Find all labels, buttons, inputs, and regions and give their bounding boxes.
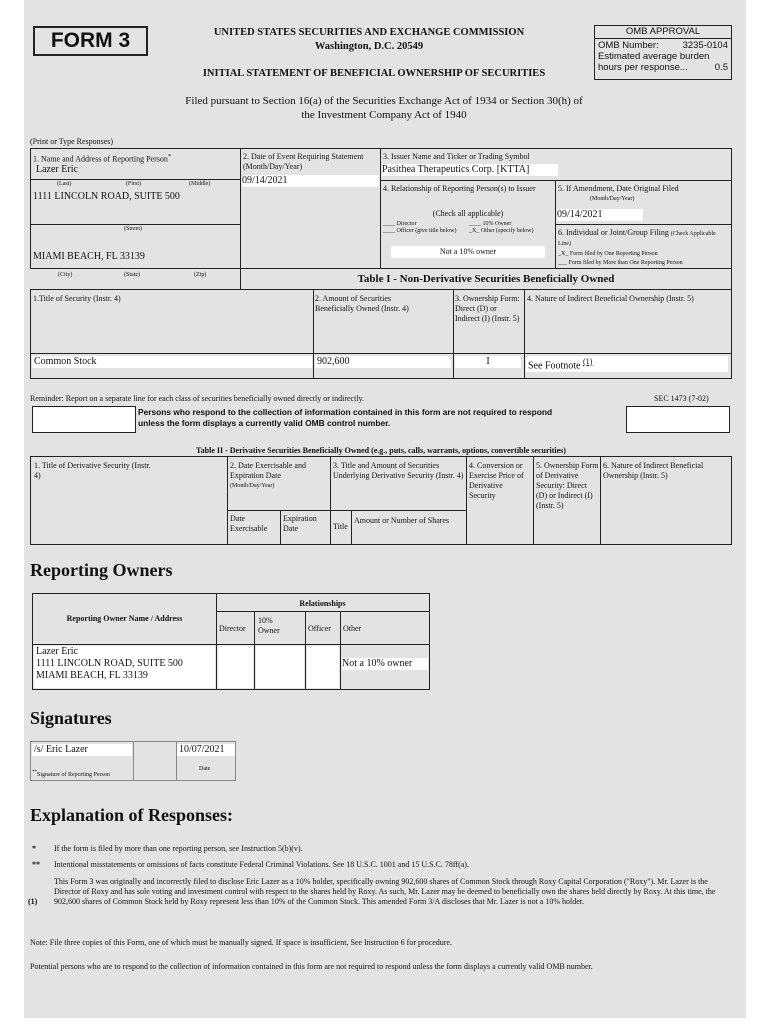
table-1-col-form: 3. Ownership Form: Direct (D) or Indirect (I) (Instr. 5): [455, 294, 520, 323]
table-1-title: Table I - Non-Derivative Securities Beneficially Owned: [357, 273, 615, 285]
officer-label: Officer (give title below): [396, 228, 457, 234]
form-title: FORM 3: [50, 29, 131, 52]
agency-name: UNITED STATES SECURITIES AND EXCHANGE COMMISSION: [213, 27, 525, 38]
reminder-right-box: [626, 406, 730, 433]
event-date: 09/14/2021: [242, 175, 379, 187]
signatures-heading: Signatures: [30, 708, 112, 728]
zip-label: (Zip): [194, 272, 207, 278]
explanation-mark-3: (1): [28, 897, 38, 906]
street-label: (Street): [124, 226, 142, 232]
relationship-box: 4. Relationship of Reporting Person(s) to Issuer (Check all applicable) ____ Director ____ 10% Owner ____ Officer (give title below) _X_ Other (specify below) Not a 10% owner: [380, 180, 556, 269]
table-1: [30, 289, 732, 379]
reporting-person-name: Lazer Eric: [36, 164, 78, 175]
filed-pursuant-line2: the Investment Company Act of 1940: [301, 109, 467, 121]
amendment-box: [555, 180, 732, 225]
explanation-text-3: This Form 3 was originally and incorrectly filed to disclose Eric Lazer as a 10% holder, specifically owning 902,600 shares of Common Stock through Roxy Capital Corporation ("Roxy"). Mr. Lazer is the Director of Roxy and has sole voting and investment control with respect to the shares held by Roxy. As such, Mr. Lazer may be deemed to beneficially own the shares held directly by Roxy. At this time, the 902,600 shares of Common Stock held by Roxy represent less than 10% of the Common Stock. This amended Form 3/A discloses that Mr. Lazer is not a 10% holder.: [54, 877, 716, 906]
reminder-text: Reminder: Report on a separate line for each class of securities beneficially owned directly or indirectly.: [30, 394, 365, 403]
reporting-owners-table: [32, 593, 430, 690]
potential-persons-text: Potential persons who are to respond to the collection of information contained in this form are not required to respond unless the form displays a currently valid OMB number.: [30, 962, 593, 971]
filing-one-label: Form filed by One Reporting Person: [569, 251, 658, 257]
signer-name: /s/ Eric Lazer: [32, 744, 132, 756]
box1-label: 1. Name and Address of Reporting Person: [33, 154, 168, 164]
director-col: Director: [219, 624, 246, 633]
other-check: X: [472, 228, 477, 234]
security-amount: 902,600: [315, 356, 451, 368]
omb-notice-line1: Persons who respond to the collection of information contained in this form are not required to respond: [138, 407, 553, 417]
omb-number-label: OMB Number:: [598, 40, 659, 51]
other-col: Other: [343, 624, 362, 633]
issuer-box: [380, 148, 732, 181]
owner-city: MIAMI BEACH, FL 33139: [36, 670, 148, 681]
event-date-box: [240, 148, 381, 269]
filed-pursuant-line1: Filed pursuant to Section 16(a) of the Securities Exchange Act of 1934 or Section 30(h) of: [185, 95, 583, 107]
box5-sub: (Month/Day/Year): [590, 196, 635, 202]
reporting-person-box: [30, 148, 241, 269]
filing-more-label: Form filed by More than One Reporting Person: [568, 260, 683, 266]
explanation-mark-2: **: [32, 860, 40, 869]
omb-notice-line2: unless the form displays a currently valid OMB control number.: [138, 418, 391, 428]
omb-approval-box: [594, 25, 732, 80]
box6-label: 6. Individual or Joint/Group Filing: [558, 228, 669, 237]
agency-address: Washington, D.C. 20549: [314, 41, 424, 52]
table-2-col-ownership: 5. Ownership Form of Derivative Security: Direct (D) or Indirect (I) (Instr. 5): [536, 461, 599, 510]
omb-hours: 0.5: [714, 62, 728, 73]
print-note: (Print or Type Responses): [30, 137, 114, 146]
table-2-col-dates-sub: (Month/Day/Year): [230, 483, 275, 489]
table-2-underlying-title: Title: [333, 522, 348, 531]
owner-name-col: Reporting Owner Name / Address: [66, 614, 183, 623]
ten-pct-label: 10% Owner: [482, 221, 512, 227]
director-label: Director: [396, 221, 417, 227]
signature-date: 10/07/2021: [177, 744, 235, 756]
relationships-col: Relationships: [299, 599, 346, 608]
issuer-name: Pasithea Therapeutics Corp. [KTTA]: [382, 164, 558, 176]
table-2-col-underlying: 3. Title and Amount of Securities Underlying Derivative Security (Instr. 4): [333, 461, 464, 480]
first-label: (First): [126, 181, 141, 187]
statement-title: INITIAL STATEMENT OF BENEFICIAL OWNERSHIP OF SECURITIES: [202, 68, 546, 79]
form-title-box: [33, 26, 148, 56]
omb-title: OMB APPROVAL: [595, 26, 731, 39]
box5-label: 5. If Amendment, Date Original Filed: [558, 184, 679, 193]
omb-number: 3235-0104: [682, 40, 728, 51]
table-2-col-dates: 2. Date Exercisable and Expiration Date: [230, 461, 306, 480]
date-label: Date: [199, 766, 211, 772]
owner-street: 1111 LINCOLN ROAD, SUITE 500: [36, 658, 183, 669]
explanation-text-1: If the form is filed by more than one reporting person, see Instruction 5(b)(v).: [54, 844, 303, 853]
table-1-col-title: 1.Title of Security (Instr. 4): [33, 294, 121, 303]
box2-label: 2. Date of Event Requiring Statement (Month/Day/Year): [243, 152, 364, 171]
city-label: (City): [58, 272, 73, 278]
ten-pct-owner-col: 10% Owner: [258, 616, 280, 635]
officer-col: Officer: [308, 624, 331, 633]
omb-hours-label: hours per response...: [598, 62, 688, 73]
form-page: [24, 0, 746, 1018]
city-state-zip: MIAMI BEACH, FL 33139: [33, 251, 145, 262]
security-title: Common Stock: [32, 356, 312, 368]
table-1-col-amount: 2. Amount of Securities Beneficially Owned (Instr. 4): [315, 294, 409, 313]
table-2-col-nature: 6. Nature of Indirect Beneficial Ownership (Instr. 5): [603, 461, 704, 480]
middle-label: (Middle): [189, 181, 211, 187]
relationship-text: Not a 10% owner: [391, 246, 545, 258]
table-2-col-title: 1. Title of Derivative Security (Instr. 4): [34, 461, 151, 480]
check-all-label: (Check all applicable): [432, 209, 504, 218]
street-address: 1111 LINCOLN ROAD, SUITE 500: [33, 191, 180, 202]
signature-table: [30, 741, 236, 781]
table-2-col-price: 4. Conversion or Exercise Price of Derivative Security: [469, 461, 524, 500]
table-2-title: Table II - Derivative Securities Beneficially Owned (e.g., puts, calls, warrants, options, convertible securities): [196, 446, 566, 455]
explanation-text-2: Intentional misstatements or omissions of facts constitute Federal Criminal Violations. See 18 U.S.C. 1001 and 15 U.S.C. 78ff(a).: [54, 860, 469, 869]
table-1-col-nature: 4. Nature of Indirect Beneficial Ownership (Instr. 5): [527, 294, 694, 303]
amendment-date: 09/14/2021: [557, 209, 643, 221]
other-label: Other (specify below): [480, 228, 534, 234]
signature-label: Signature of Reporting Person: [37, 772, 110, 778]
note-text: Note: File three copies of this Form, one of which must be manually signed. If space is insufficient, See Instruction 6 for procedure.: [30, 938, 452, 947]
ownership-form: I: [455, 356, 521, 368]
owner-other-value: Not a 10% owner: [342, 658, 428, 670]
box1-asterisk: *: [167, 153, 172, 160]
last-label: (Last): [57, 181, 72, 187]
owner-name: Lazer Eric: [36, 646, 78, 657]
sec-code: SEC 1473 (7-02): [654, 394, 709, 403]
box3-label: 3. Issuer Name and Ticker or Trading Symbol: [383, 152, 530, 161]
box6-check: (Check Applicable Line): [558, 231, 716, 247]
table-2: [30, 456, 732, 545]
footnote-link[interactable]: (1): [583, 357, 593, 366]
signature-marker: **: [32, 770, 37, 775]
table-2-expiration-date: Expiration Date: [283, 514, 317, 533]
box4-label: 4. Relationship of Reporting Person(s) to Issuer: [383, 184, 536, 193]
table-1-title-box: [240, 268, 732, 290]
explanation-heading: Explanation of Responses:: [30, 805, 234, 825]
nature-of-ownership: See Footnote: [528, 360, 581, 372]
table-2-date-exercisable: Date Exercisable: [230, 514, 268, 533]
reminder-left-box: [32, 406, 136, 433]
reporting-owners-heading: Reporting Owners: [30, 560, 173, 580]
filing-one-check: X: [561, 251, 566, 257]
explanation-mark-1: *: [32, 844, 36, 853]
table-2-underlying-shares: Amount or Number of Shares: [354, 516, 450, 525]
filing-type-box: 6. Individual or Joint/Group Filing (Check Applicable Line) _X_ Form filed by One Reporting Person ___ Form filed by More than One Reporting Person: [555, 224, 732, 269]
state-label: (State): [124, 272, 140, 278]
omb-burden-label: Estimated average burden: [598, 51, 710, 62]
